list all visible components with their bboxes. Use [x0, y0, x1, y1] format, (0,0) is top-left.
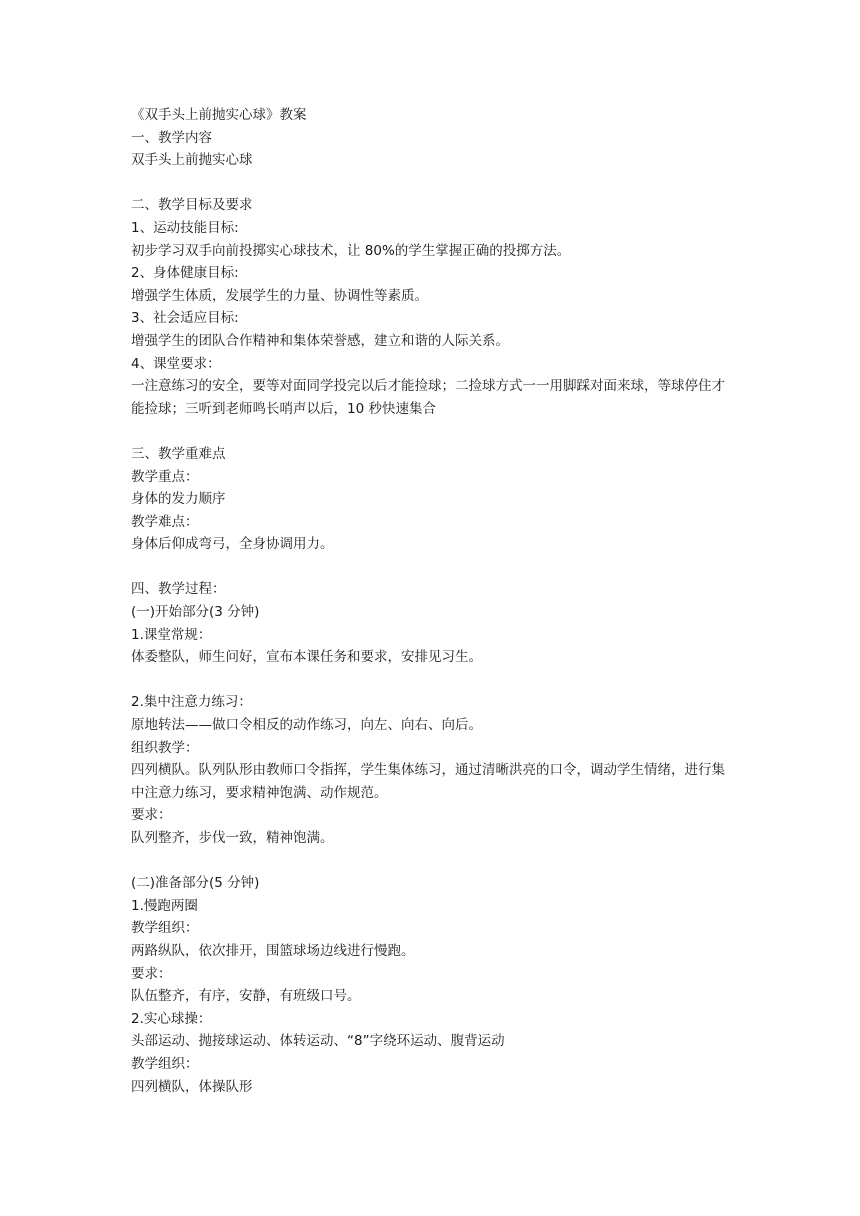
text-line: 双手头上前抛实心球 — [131, 152, 253, 169]
blank-line — [131, 850, 741, 873]
text-line: 教学重点： — [131, 468, 199, 485]
text-line: 原地转法——做口令相反的动作练习，向左、向右、向后。 — [131, 717, 482, 734]
text-line: 增强学生的团队合作精神和集体荣誉感，建立和谐的人际关系。 — [131, 332, 509, 349]
text-line: 二、教学目标及要求 — [131, 197, 253, 214]
text-line: 四列横队。队列队形由教师口令指挥，学生集体练习，通过清晰洪亮的口令，调动学生情绪，进行集中注意力练习，要求精神饱满、动作规范。 — [131, 762, 725, 801]
text-line: 队伍整齐，有序，安静，有班级口号。 — [131, 988, 361, 1005]
text-line: 增强学生体质，发展学生的力量、协调性等素质。 — [131, 287, 428, 304]
text-line: 一、教学内容 — [131, 129, 212, 146]
text-line: (一)开始部分(3 分钟) — [131, 604, 260, 621]
blank-line — [131, 556, 741, 579]
text-line: 1、运动技能目标: — [131, 219, 239, 236]
text-line: 教学难点： — [131, 513, 199, 530]
text-line: 身体后仰成弯弓，全身协调用力。 — [131, 536, 334, 553]
blank-line — [131, 420, 741, 443]
text-line: 初步学习双手向前投掷实心球技术，让 80%的学生掌握正确的投掷方法。 — [131, 242, 571, 259]
text-line: 四列横队，体操队形 — [131, 1078, 253, 1095]
text-line: 2.集中注意力练习： — [131, 694, 252, 711]
text-line: 队列整齐，步伐一致，精神饱满。 — [131, 830, 334, 846]
text-line: 身体的发力顺序 — [131, 491, 226, 508]
blank-line — [131, 172, 741, 195]
document-body — [131, 127, 741, 1099]
text-line: 两路纵队，依次排开，围篮球场边线进行慢跑。 — [131, 942, 415, 959]
text-line: 1.课堂常规： — [131, 626, 212, 643]
document-title: 《双手头上前抛实心球》教案 — [131, 107, 307, 123]
text-line: 一注意练习的安全，要等对面同学投完以后才能捡球；二捡球方式一一用脚踩对面来球，等球停住才能捡球；三听到老师鸣长哨声以后，10 秒快速集合 — [131, 378, 725, 417]
text-line: 2.实心球操： — [131, 1010, 212, 1027]
blank-line — [131, 669, 741, 692]
text-line: 要求： — [131, 965, 172, 982]
text-line: 要求： — [131, 807, 172, 824]
text-line: 2、身体健康目标: — [131, 265, 239, 282]
text-line: 三、教学重难点 — [131, 445, 226, 462]
text-line: 3、社会适应目标: — [131, 310, 239, 327]
text-line: 组织教学： — [131, 739, 199, 756]
text-line: 教学组织： — [131, 1055, 199, 1072]
text-line: 教学组织： — [131, 920, 199, 937]
text-line: 四、教学过程： — [131, 581, 226, 598]
text-line: 体委整队，师生问好，宣布本课任务和要求，安排见习生。 — [131, 649, 482, 666]
text-line: 1.慢跑两圈 — [131, 897, 198, 914]
document-page — [131, 104, 741, 1098]
text-line: (二)准备部分(5 分钟) — [131, 875, 260, 892]
text-line: 4、课堂要求： — [131, 355, 221, 372]
text-line: 头部运动、抛接球运动、体转运动、“8”字绕环运动、腹背运动 — [131, 1033, 505, 1050]
